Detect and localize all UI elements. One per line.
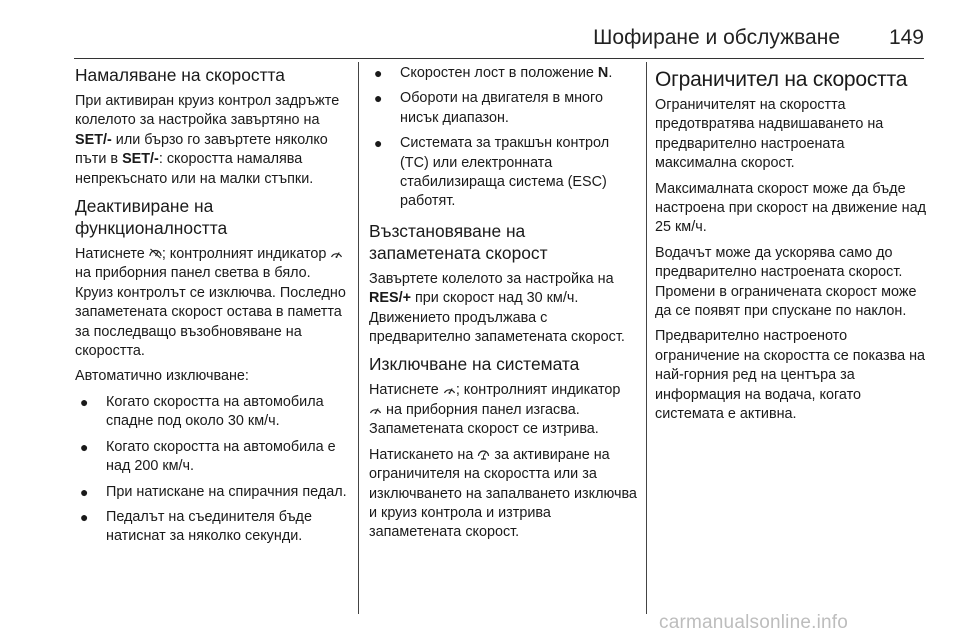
auto-off-list [75,393,351,547]
section-heading-reduce-speed: Намаляване на скоростта [75,65,285,85]
auto-off-list-continued [369,64,637,212]
cruise-cancel-icon [149,247,162,259]
bullet-icon: ● [80,393,89,410]
header-title: Шофиране и обслужване [593,26,840,49]
list-item: ● Когато скоростта на автомобила спадне под около 30 км/ч. [80,393,324,430]
bullet-icon: ● [80,508,89,525]
watermark: carmanualsonline.info [659,612,849,633]
speed-limiter-icon [477,448,490,460]
column-2 [369,64,637,549]
paragraph-limiter-1: Ограничителят на скоростта предотвратява надвишаването на предварително настроената максимална скорост. [655,97,884,172]
column-1 [75,64,351,555]
list-item: ● Системата за тракшън контрол (TC) или електронната стабилизираща система (ESC) работят. [374,135,610,210]
list-item: ● Скоростен лост в положение N. [369,64,637,83]
cruise-indicator-icon [330,247,343,259]
cruise-on-icon [443,383,456,395]
cruise-indicator-icon [369,403,382,415]
page-number: 149 [888,26,924,49]
list-item: ● Педалът на съединителя бъде натиснат за няколко секунди. [80,508,312,545]
header-rule [74,58,924,59]
section-heading-speed-limiter: Ограничител на скоростта [655,68,908,91]
paragraph-limiter-3: Водачът може да ускорява само до предварително настроената скорост. Промени в ограничената скорост може да се появят при спускане по наклон. [655,244,917,320]
bullet-icon: ● [80,483,89,500]
list-item: ● При натискане на спирачния педал. [75,483,351,502]
column-divider-1 [358,62,359,614]
column-3 [655,64,927,431]
paragraph-limiter-2: Максималната скорост може да бъде настроена при скорост на движение над 25 км/ч. [655,180,926,236]
list-item: ● Обороти на двигателя в много нисък диапазон. [374,90,603,126]
paragraph-auto-off: Автоматично изключване: [75,368,249,385]
paragraph-reduce-speed: При активиран круиз контрол задръжте колелото за настройка завъртяно на SET/- или бързо го завъртете няколко пъти в SET/-: скоростта намалява непрекъснато или на малки стъпки. [75,93,340,187]
section-heading-deactivate: Деактивиране на функционалността [75,196,228,239]
paragraph-system-off: Натиснете ; контролният индикатор на приборния панел изгасва. Запаметената скорост се изтрива. [369,382,621,438]
paragraph-limiter-4: Предварително настроеното ограничение на скоростта се показва на най-горния ред на центъра за информация на водача, когато системата е активна. [655,328,926,423]
bullet-icon: ● [374,90,383,107]
bullet-icon: ● [80,438,89,455]
page-header [74,26,924,54]
bullet-icon: ● [374,65,383,81]
paragraph-limiter-press: Натискането на за активиране на ограничителя на скоростта или за изключването на запалването изключва и круиз контрола и изтрива запаметената скорост. [369,446,637,541]
list-item: ● Когато скоростта на автомобила е над 200 км/ч. [80,438,336,475]
section-heading-system-off: Изключване на системата [369,354,580,375]
bullet-icon: ● [374,135,383,152]
paragraph-deactivate: Натиснете ; контролният индикатор на приборния панел светва в бяло. Круиз контролът се изключва. Последно запаметената скорост остава в паметта за последващо възобновяване на скоростта. [75,246,346,360]
paragraph-restore-speed: Завъртете колелото за настройка на RES/+ при скорост над 30 км/ч. Движението продължава с предварително запаметената скорост. [369,270,625,346]
section-heading-restore-speed: Възстановяване на запаметената скорост [369,220,548,263]
column-divider-2 [646,62,647,614]
